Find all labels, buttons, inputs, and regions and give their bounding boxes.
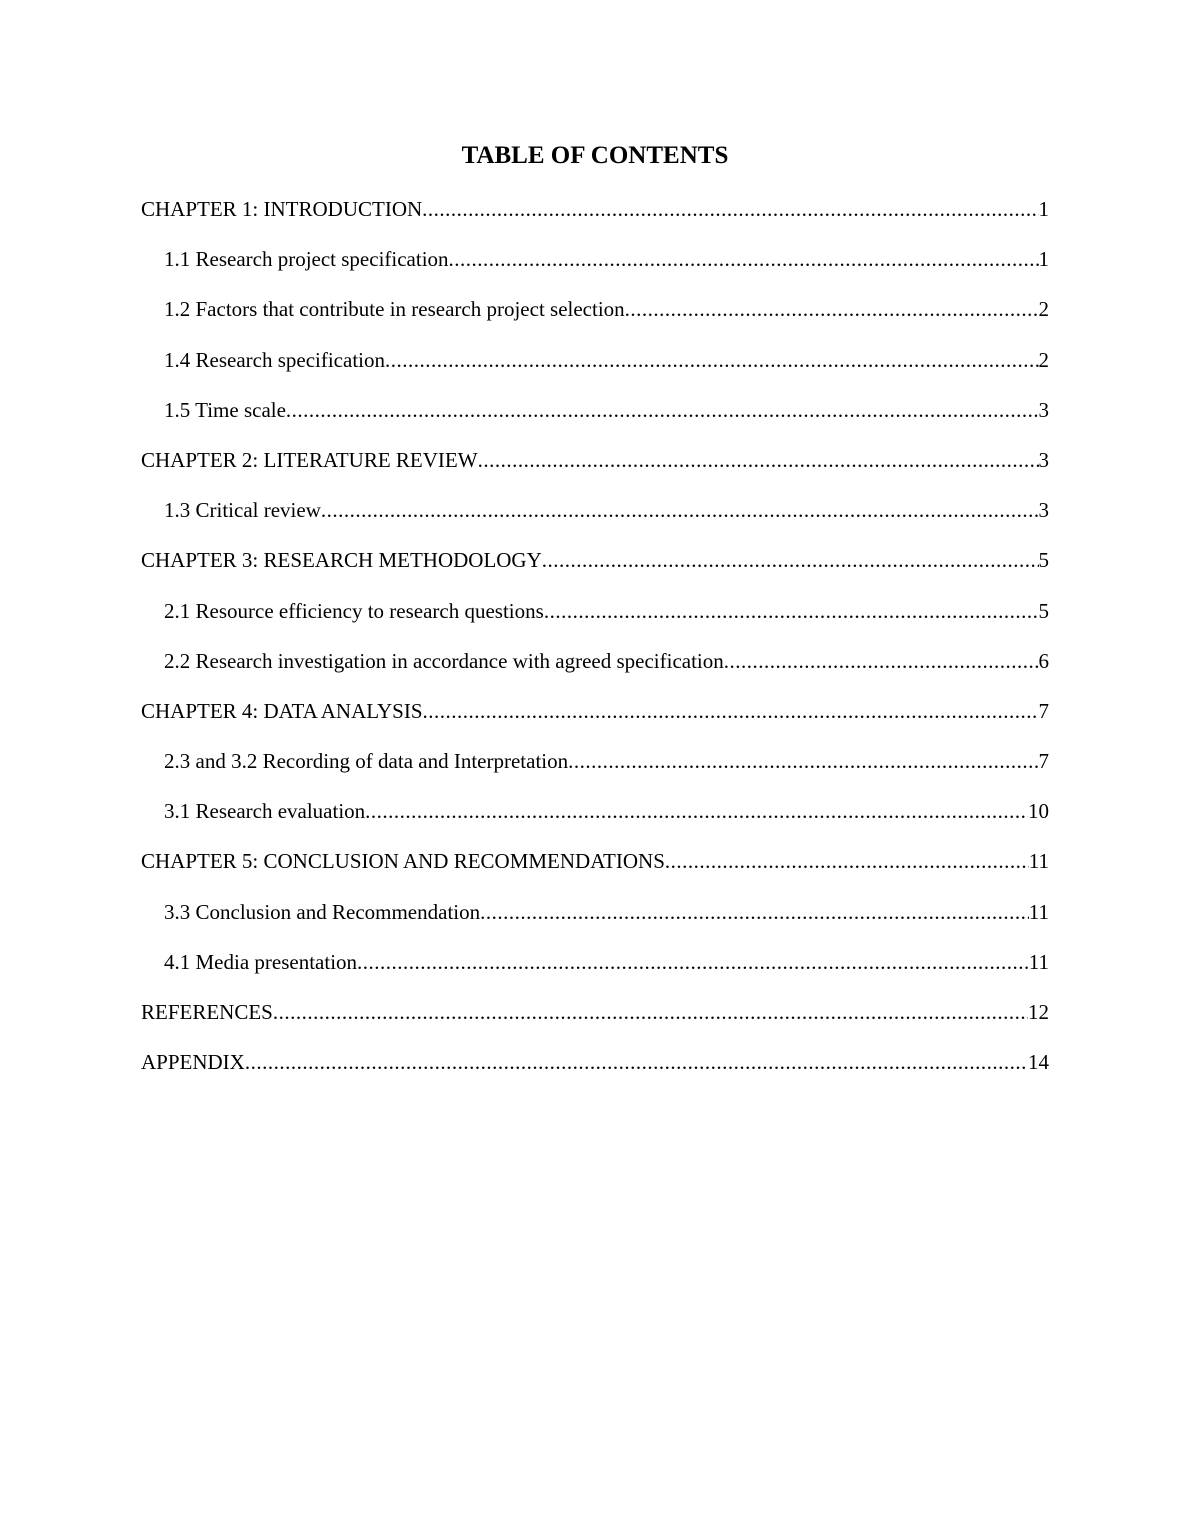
toc-entry-page-number: 7 [1038,749,1049,774]
toc-entry-label[interactable]: CHAPTER 1: INTRODUCTION [141,197,423,221]
toc-entry-page-number: 11 [1028,949,1049,974]
toc-entry-label[interactable]: CHAPTER 5: CONCLUSION AND RECOMMENDATIONS [141,849,665,874]
toc-entry-1-3[interactable] [141,495,1049,545]
toc-entry-label[interactable]: CHAPTER 3: RESEARCH METHODOLOGY [141,548,542,573]
toc-entry-label[interactable]: CHAPTER 2: LITERATURE REVIEW [141,447,478,472]
toc-entry-3-3[interactable] [141,897,1049,947]
toc-entry-page-number: 5 [1038,598,1049,623]
toc-entry-label[interactable]: 1.4 Research specification [164,347,385,372]
toc-entry-chapter-3[interactable] [141,545,1049,595]
toc-entry-page-number: 6 [1038,648,1049,673]
dot-leader [544,596,1039,626]
dot-leader [724,646,1039,676]
table-of-contents [141,194,1049,1097]
toc-entry-label[interactable]: 3.1 Research evaluation [164,799,366,824]
page-title: TABLE OF CONTENTS [461,142,729,169]
toc-entry-1-4[interactable] [141,345,1049,395]
toc-entry-chapter-4[interactable] [141,696,1049,746]
dot-leader [449,244,1039,274]
toc-entry-page-number: 14 [1028,1050,1049,1075]
toc-entry-appendix[interactable] [141,1047,1049,1097]
dot-leader [357,947,1029,977]
toc-entry-chapter-2[interactable] [141,445,1049,495]
toc-entry-label[interactable]: 2.2 Research investigation in accordance with agreed specification [164,648,724,673]
dot-leader [365,796,1028,826]
dot-leader [480,897,1029,927]
dot-leader [385,345,1039,375]
dot-leader [422,194,1038,224]
toc-entry-page-number: 5 [1038,548,1049,573]
dot-leader [542,545,1039,575]
toc-entry-2-2[interactable] [141,646,1049,696]
toc-entry-label[interactable]: 1.1 Research project specification [164,247,449,272]
toc-entry-page-number: 2 [1038,297,1049,322]
dot-leader [273,997,1028,1027]
dot-leader [286,395,1039,425]
toc-entry-4-1[interactable] [141,947,1049,997]
toc-entry-page-number: 12 [1028,1000,1049,1024]
toc-entry-label[interactable]: REFERENCES [141,1000,273,1024]
toc-entry-2-1[interactable] [141,596,1049,646]
toc-entry-label[interactable]: 1.3 Critical review [164,498,321,523]
toc-entry-page-number: 3 [1038,447,1049,472]
toc-entry-3-1[interactable] [141,796,1049,846]
dot-leader [568,746,1038,776]
toc-entry-label[interactable]: 1.5 Time scale [164,397,286,422]
toc-entry-2-3-and-3-2[interactable] [141,746,1049,796]
toc-entry-1-1[interactable] [141,244,1049,294]
dot-leader [423,696,1039,726]
toc-entry-label[interactable]: 1.2 Factors that contribute in research project selection [164,297,625,322]
toc-entry-page-number: 3 [1038,397,1049,422]
toc-entry-chapter-1[interactable] [141,194,1049,244]
dot-leader [665,846,1029,876]
toc-entry-1-2[interactable] [141,294,1049,344]
toc-entry-page-number: 7 [1038,698,1049,723]
toc-entry-label[interactable]: 3.3 Conclusion and Recommendation [164,899,481,924]
toc-entry-label[interactable]: 2.3 and 3.2 Recording of data and Interpretation [164,749,569,774]
toc-entry-page-number: 1 [1038,197,1049,221]
toc-entry-label[interactable]: CHAPTER 4: DATA ANALYSIS [141,698,423,723]
toc-entry-page-number: 2 [1038,347,1049,372]
dot-leader [625,294,1039,324]
toc-entry-label[interactable]: 4.1 Media presentation [164,949,358,974]
dot-leader [478,445,1039,475]
toc-entry-references[interactable] [141,997,1049,1047]
toc-entry-page-number: 1 [1038,247,1049,272]
dot-leader [321,495,1039,525]
toc-entry-label[interactable]: APPENDIX [141,1050,245,1075]
toc-entry-page-number: 10 [1028,799,1049,824]
toc-entry-label[interactable]: 2.1 Resource efficiency to research questions [164,598,544,623]
toc-entry-page-number: 3 [1038,498,1049,523]
toc-entry-1-5[interactable] [141,395,1049,445]
toc-entry-chapter-5[interactable] [141,846,1049,896]
toc-entry-page-number: 11 [1028,849,1049,874]
dot-leader [245,1047,1028,1077]
toc-entry-page-number: 11 [1028,899,1049,924]
